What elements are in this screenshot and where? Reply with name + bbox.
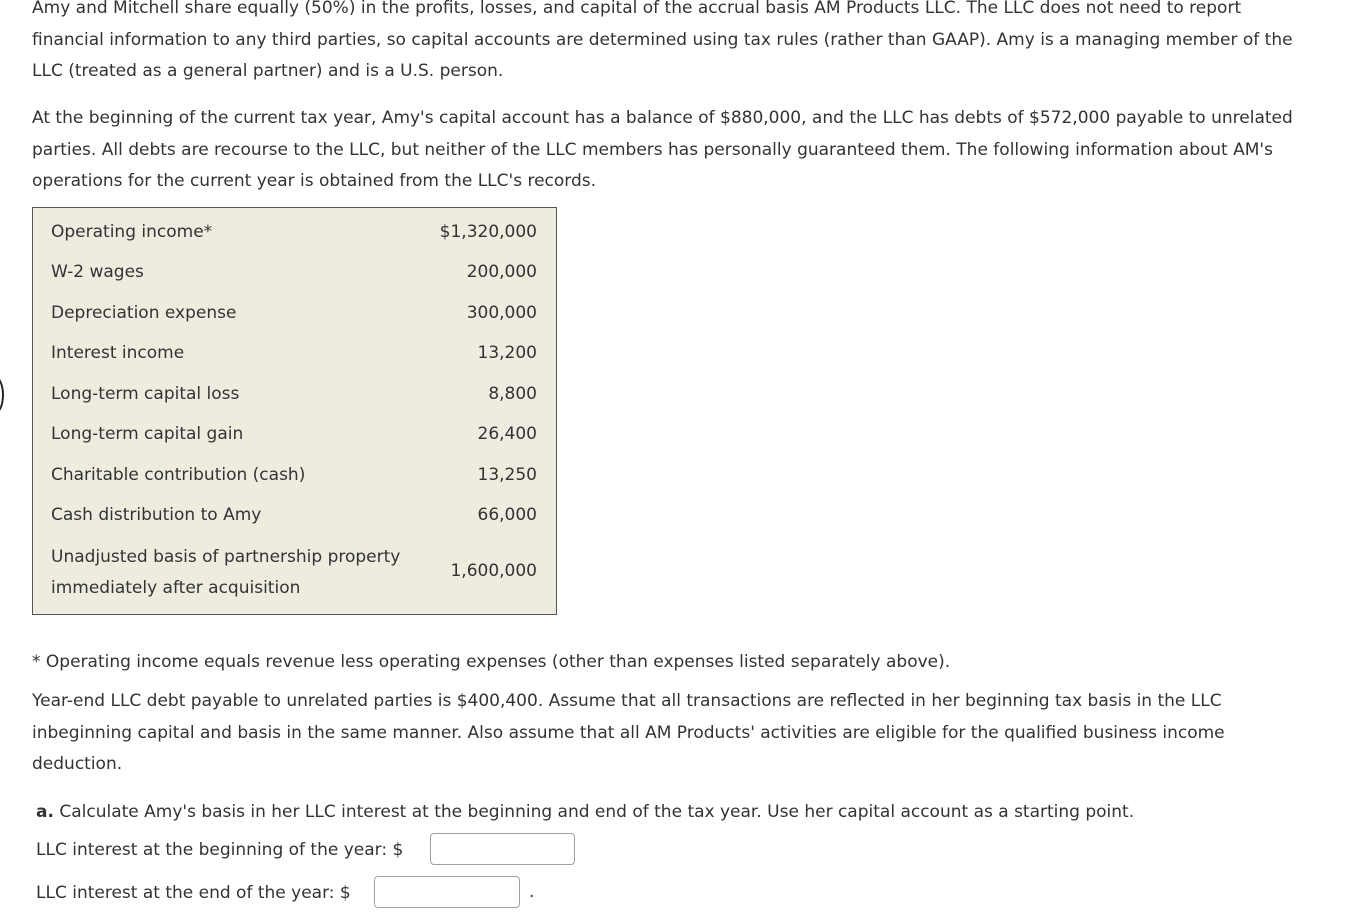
partial-circle-icon bbox=[0, 376, 4, 414]
row-value: 26,400 bbox=[477, 424, 537, 444]
beginning-answer-label: LLC interest at the beginning of the year: $ bbox=[36, 840, 404, 860]
row-value: 8,800 bbox=[488, 384, 537, 404]
row-label: W-2 wages bbox=[51, 262, 144, 282]
row-label: Unadjusted basis of partnership property immediately after acquisition bbox=[51, 547, 401, 598]
row-label: Cash distribution to Amy bbox=[51, 505, 262, 525]
question-text: Calculate Amy's basis in her LLC interest at the beginning and end of the tax year. Use her capital account as a starting point. bbox=[59, 802, 1135, 822]
row-value: $1,320,000 bbox=[439, 222, 537, 242]
row-label: Long-term capital gain bbox=[51, 424, 244, 444]
row-value: 66,000 bbox=[477, 505, 537, 525]
row-value: 13,200 bbox=[477, 343, 537, 363]
row-value: 1,600,000 bbox=[450, 561, 537, 581]
end-answer-label: LLC interest at the end of the year: $ bbox=[36, 883, 351, 903]
row-label: Charitable contribution (cash) bbox=[51, 465, 306, 485]
row-value: 300,000 bbox=[466, 303, 537, 323]
question-letter: a. bbox=[36, 802, 54, 822]
row-label: Interest income bbox=[51, 343, 185, 363]
intro-paragraph-1: Amy and Mitchell share equally (50%) in the profits, losses, and capital of the accrual basis AM Products LLC. The LLC does not need to report financial information to any third parties, so capital accounts are determined using tax rules (rather than GAAP). Amy is a managing member of the LLC (treated as a general partner) and is a U.S. person. bbox=[32, 0, 1293, 81]
row-value: 200,000 bbox=[466, 262, 537, 282]
row-label: Operating income* bbox=[51, 222, 213, 242]
footnote: * Operating income equals revenue less operating expenses (other than expenses listed separately above). bbox=[32, 652, 951, 672]
row-value: 13,250 bbox=[477, 465, 537, 485]
beginning-interest-input[interactable] bbox=[430, 833, 575, 865]
operations-table bbox=[32, 207, 557, 615]
row-label: Depreciation expense bbox=[51, 303, 237, 323]
row-label: Long-term capital loss bbox=[51, 384, 240, 404]
assumption-paragraph: Year-end LLC debt payable to unrelated parties is $400,400. Assume that all transactions are reflected in her beginning tax basis in the LLC inbeginning capital and basis in the same manner. Also assume that all AM Products' activities are eligible for the qualified business income deduction. bbox=[32, 691, 1225, 774]
question-a bbox=[36, 802, 1134, 822]
end-interest-input[interactable] bbox=[374, 876, 520, 908]
intro-paragraph-2: At the beginning of the current tax year, Amy's capital account has a balance of $880,000, and the LLC has debts of $572,000 payable to unrelated parties. All debts are recourse to the LLC, but neither of the LLC members has personally guaranteed them. The following information about AM's operations for the current year is obtained from the LLC's records. bbox=[32, 108, 1293, 191]
trailing-period: . bbox=[529, 882, 535, 902]
